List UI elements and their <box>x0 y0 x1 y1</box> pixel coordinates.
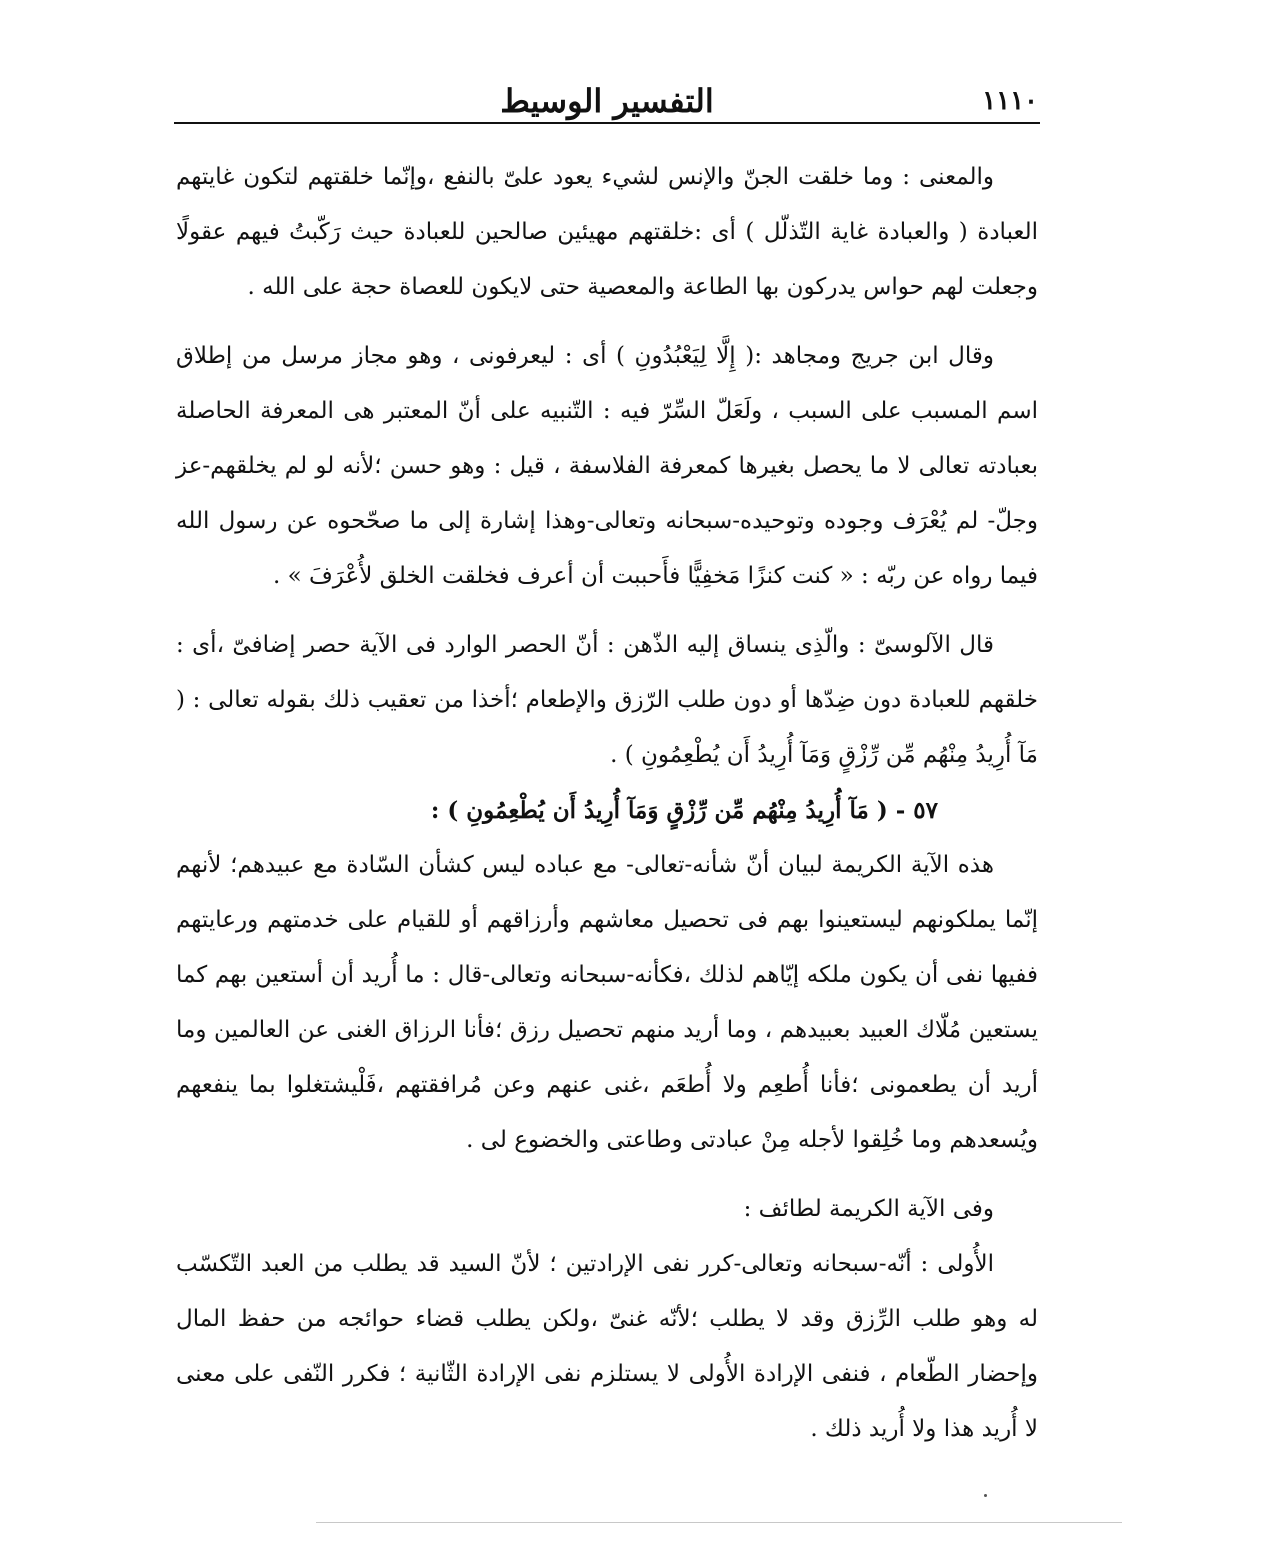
paragraph-alusi: قال الآلوسىّ : والّذِى ينساق إليه الذّهن : أنّ الحصر الوارد فى الآية حصر إضافىّ ،أى : خلقهم للعبادة دون ضِدّها أو دون طلب الرّزق والإطعام ؛أخذا من تعقيب ذلك بقوله تعالى : ( مَآ أُرِيدُ مِنْهُم مِّن رِّزْقٍ وَمَآ أُرِيدُ أَن يُطْعِمُونِ ) . <box>176 632 1038 768</box>
paragraph-first-subtlety: الأُولى : أنّه-سبحانه وتعالى-كرر نفى الإرادتين ؛ لأنّ السيد قد يطلب من العبد التّكسّب له وهو طلب الرِّزق وقد لا يطلب ؛لأنّه غنىّ ،ولكن يطلب قضاء حوائجه من حفظ المال وإحضار الطّعام ، فنفى الإرادة الأُولى لا يستلزم نفى الإرادة الثّانية ؛ فكرر النّفى على معنى لا أُريد هذا ولا أُريد ذلك . <box>176 1251 1038 1442</box>
page-number: ١١١٠ <box>982 86 1038 116</box>
paragraph-ibn-jurayj: وقال ابن جريج ومجاهد :( إِلَّا لِيَعْبُدُونِ ) أى : ليعرفونى ، وهو مجاز مرسل من إطلاق اسم المسبب على السبب ، ولَعَلّ السِّرّ فيه : التّنبيه على أنّ المعتبر هى المعرفة الحاصلة بعبادته تعالى لا ما يحصل بغيرها كمعرفة الفلاسفة ، قيل : وهو حسن ؛لأنه لو لم يخلقهم-عز وجلّ- لم يُعْرَف وجوده وتوحيده-سبحانه وتعالى-وهذا إشارة إلى ما صحّحوه عن رسول الله فيما رواه عن ربّه : « كنت كنزًا مَخفِيًّا فأَحببت أن أعرف فخلقت الخلق لأُعْرَفَ » . <box>176 343 1038 589</box>
verse-heading: ٥٧ - ( مَآ أُرِيدُ مِنْهُم مِّن رِّزْقٍ وَمَآ أُرِيدُ أَن يُطْعِمُونِ ) : <box>430 797 938 824</box>
paragraph-subtleties-intro: وفى الآية الكريمة لطائف : <box>743 1196 994 1222</box>
page-header <box>176 82 1038 122</box>
scan-mark <box>984 1494 987 1497</box>
paragraph-verse-explanation: هذه الآية الكريمة لبيان أنّ شأنه-تعالى- مع عباده ليس كشأن السّادة مع عبيدهم؛ لأنهم إنّما يملكونهم ليستعينوا بهم فى تحصيل معاشهم وأرزاقهم أو للقيام على خدمتهم ورعايتهم ففيها نفى أن يكون ملكه إيّاهم لذلك ،فكأنه-سبحانه وتعالى-قال : ما أُريد أن أستعين بهم كما يستعين مُلّاك العبيد بعبيدهم ، وما أريد منهم تحصيل رزق ؛فأنا الرزاق الغنى عن العالمين وما أريد أن يطعمونى ؛فأنا أُطعِم ولا أُطعَم ،غنى عنهم وعن مُرافقتهم ،فَلْيشتغلوا بما ينفعهم ويُسعدهم وما خُلِقوا لأجله مِنْ عبادتى وطاعتى والخضوع لى . <box>176 852 1038 1153</box>
header-rule <box>174 122 1040 124</box>
book-title: التفسير الوسيط <box>500 82 714 120</box>
paragraph-meaning: والمعنى : وما خلقت الجنّ والإنس لشيء يعود علىّ بالنفع ،وإنّما خلقتهم لتكون غايتهم العبادة ( والعبادة غاية التّذلّل ) أى :خلقتهم مهيئين صالحين للعبادة حيث رَكّبتُ فيهم عقولًا وجعلت لهم حواس يدركون بها الطاعة والمعصية حتى لايكون للعصاة حجة على الله . <box>176 164 1038 300</box>
body-text <box>176 150 1038 1457</box>
footer-rule <box>316 1522 1122 1523</box>
